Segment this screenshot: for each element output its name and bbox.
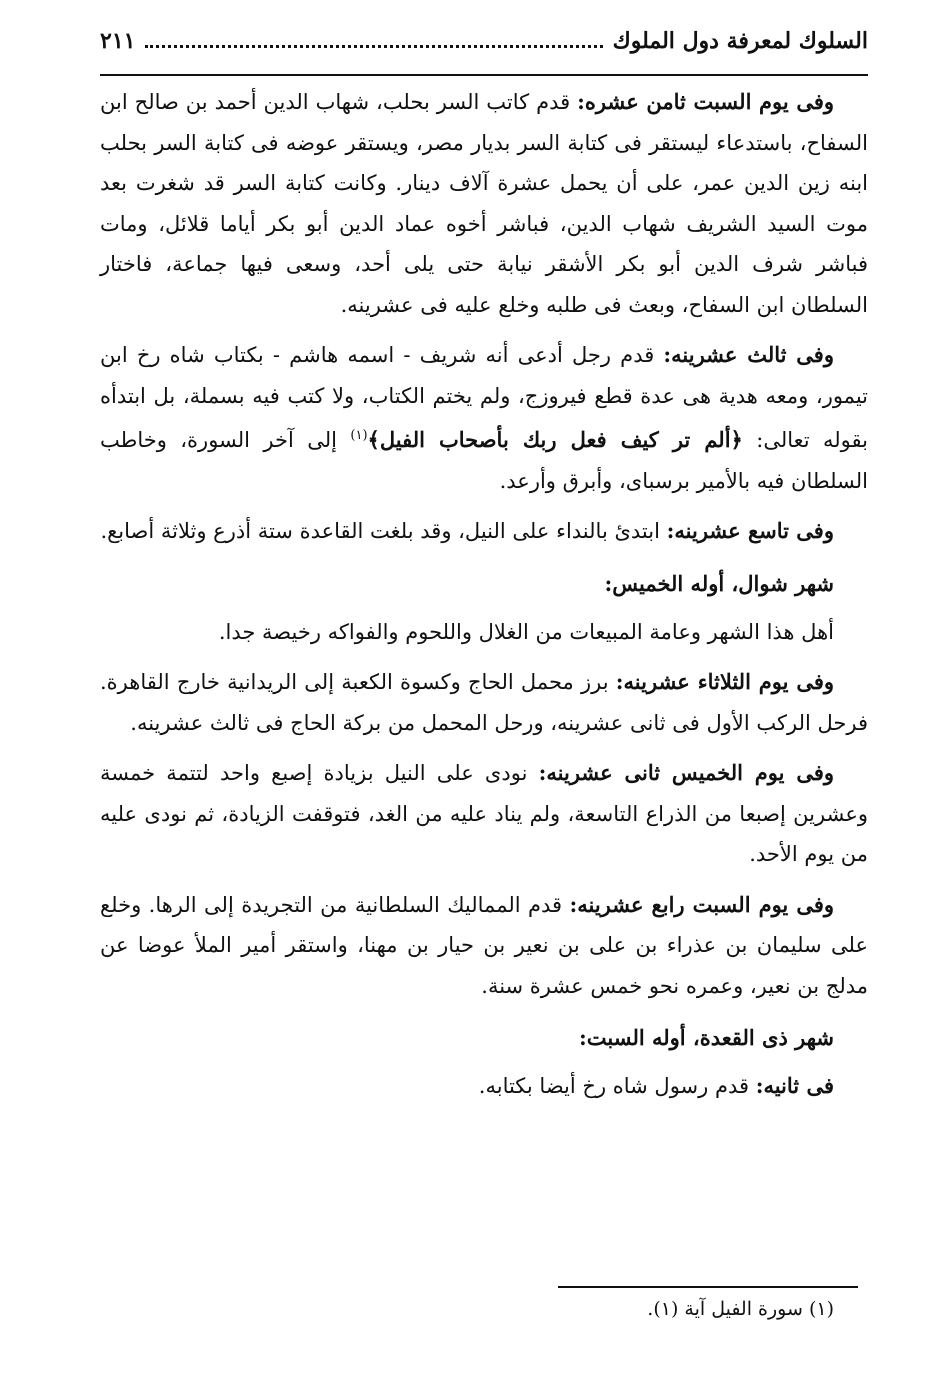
paragraph-lead: وفى تاسع عشرينه: (666, 518, 834, 543)
paragraph-thalith-ishrinih (100, 335, 868, 501)
running-title: السلوك لمعرفة دول الملوك (612, 28, 868, 54)
document-page (100, 28, 868, 1358)
paragraph-text: قدم رسول شاه رخ أيضا بكتابه. (478, 1074, 756, 1098)
paragraph-text: ابتدئ بالنداء على النيل، وقد بلغت القاعدة ستة أذرع وثلاثة أصابع. (100, 519, 667, 543)
paragraph-lead: وفى يوم السبت ثامن عشره: (577, 89, 834, 114)
section-heading-dhul-qaada: شهر ذى القعدة، أوله السبت: (579, 1025, 834, 1050)
paragraph-text: قدم المماليك السلطانية من التجريدة إلى الرها. وخلع على سليمان بن عذراء بن على بن نعير بن حيار بن مهنا، واستقر أمير الملأ عوضا عن مدلج بن نعير، وعمره نحو خمس عشرة سنة. (100, 892, 868, 998)
paragraph-text: برز محمل الحاج وكسوة الكعبة إلى الريدانية خارج القاهرة. فرحل الركب الأول فى ثانى عشرينه، ورحل المحمل من بركة الحاج فى ثالث عشرينه. (100, 670, 868, 735)
paragraph-lead: وفى يوم السبت رابع عشرينه: (569, 891, 834, 917)
paragraph-lead: وفى يوم الثلاثاء عشرينه: (615, 669, 835, 694)
paragraph-lead: وفى يوم الخميس ثانى عشرينه: (538, 760, 834, 785)
footnote-1: (١) سورة الفيل آية (١). (647, 1298, 834, 1320)
footnote-divider (558, 1286, 858, 1288)
running-header (100, 28, 868, 76)
paragraph-thaniyih (100, 1066, 868, 1107)
paragraph-sabt-rabi-ishrinih (100, 885, 868, 1007)
footnote-reference[interactable]: (١) (350, 428, 368, 443)
paragraph-thulatha-ishrinih (100, 662, 868, 743)
section-heading-shawwal: شهر شوال، أوله الخميس: (604, 570, 834, 596)
paragraph-khamis-thani-ishrinih (100, 753, 868, 875)
paragraph-lead: فى ثانيه: (755, 1073, 834, 1098)
paragraph-text: قدم كاتب السر بحلب، شهاب الدين أحمد بن صالح ابن السفاح، باستدعاء ليستقر فى كتابة السر بديار مصر، ويستقر عوضه فى كتابة السر بحلب ابنه زين الدين عمر، على أن يحمل عشرة آلاف دينار. وكانت كتابة السر قد شغرت بعد موت السيد الشريف شهاب الدين، فباشر أخوه عماد الدين أبو بكر أياما قلائل، ومات فباشر شرف الدين أبو بكر الأشقر نيابة حتى يلى أحد، وسعى فيها جماعة، فاختار السلطان ابن السفاح، وبعث فى طلبه وخلع عليه فى عشرينه. (100, 90, 868, 317)
paragraph-month-opening (100, 612, 868, 653)
paragraph-lead: وفى ثالث عشرينه: (663, 342, 834, 367)
quran-verse: ﴿ألم تر كيف فعل ربك بأصحاب الفيل﴾ (367, 427, 743, 452)
paragraph-sabt-18 (100, 82, 868, 325)
paragraph-text: نودى على النيل بزيادة إصبع واحد لتتمة خمسة وعشرين إصبعا من الذراع التاسعة، ولم يناد عليه من الغد، فتوقفت الزيادة، ثم نودى عليه من يوم الأحد. (100, 761, 868, 866)
paragraph-text: أهل هذا الشهر وعامة المبيعات من الغلال واللحوم والفواكه رخيصة جدا. (218, 619, 834, 644)
page-body (100, 82, 868, 1107)
footnotes-area (100, 1286, 868, 1320)
leader-dots (145, 45, 602, 48)
paragraph-tasi-ishrinih (100, 511, 868, 552)
page-number: ٢١١ (100, 28, 136, 54)
paragraph-text: قدم رجل أدعى أنه شريف - اسمه هاشم - بكتاب شاه رخ ابن تيمور، ومعه هدية هى عدة قطع فيروزج، ولم يختم الكتاب، ولا كتب فيه بسملة، بل ابتدأه بقوله تعالى: (100, 343, 869, 452)
paragraph-text-continued: إلى آخر السورة، وخاطب السلطان فيه بالأمير برسباى، وأبرق وأرعد. (100, 428, 868, 493)
